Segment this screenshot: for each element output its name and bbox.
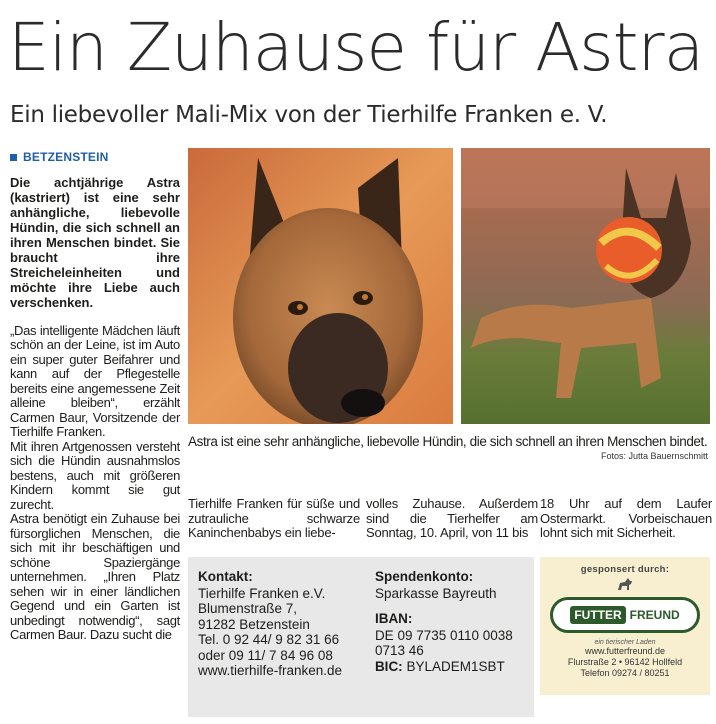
sponsor-box <box>540 557 710 695</box>
contact-label: Kontakt: <box>198 569 253 584</box>
sponsor-phone: Telefon 09274 / 80251 <box>580 668 670 678</box>
iban-value: DE 09 7735 0110 0038 0713 46 <box>374 627 513 658</box>
sponsor-tagline: ein tierischer Laden <box>594 639 656 646</box>
sponsor-logo <box>550 597 700 633</box>
square-bullet-icon <box>10 154 17 161</box>
article-column-2: Tierhilfe Franken für süße und zutrauliche schwarze Kaninchenbabys ein liebe- <box>188 496 360 540</box>
subheadline: Ein liebevoller Mali-Mix von der Tierhilfe Franken e. V. <box>10 102 608 128</box>
article-column-4: 18 Uhr auf dem Laufer Ostermarkt. Vorbeischauen lohnt sich mit Sicherheit. <box>540 496 712 540</box>
body-paragraph-3: Astra benötigt ein Zuhause bei fürsorglichen Menschen, die sich mit ihr beschäftigen und schöne Spaziergänge unternehmen. „Ihren Platz sehen wir in einer ländlichen Gegend und ein Garten ist unbedingt notwendig“, sagt Carmen Baur. Dazu sucht die <box>10 511 180 642</box>
dateline <box>10 150 180 165</box>
bic-line <box>375 659 524 675</box>
contact-block <box>198 569 365 705</box>
contact-phone: Tel. 0 92 44/ 9 82 31 66 <box>198 632 340 647</box>
dog-portrait-photo <box>188 148 453 424</box>
dog-silhouette-icon <box>615 576 635 592</box>
logo-text-right: FREUND <box>629 608 680 622</box>
photo-caption: Astra ist eine sehr anhängliche, liebevolle Hündin, die sich schnell an ihren Menschen bindet. <box>188 434 708 449</box>
lead-paragraph: Die achtjährige Astra (kastriert) ist eine sehr anhängliche, liebevolle Hündin, die sich schnell an ihren Menschen bindet. Sie braucht ihre Streicheleinheiten und möchte ihre Liebe auch verschenken. <box>10 174 180 310</box>
contact-phone: oder 09 11/ 7 84 96 08 <box>198 647 333 663</box>
sponsor-title: gesponsert durch: <box>580 564 670 575</box>
photo-credit: Fotos: Jutta Bauernschmitt <box>600 451 708 461</box>
iban-label: IBAN: <box>374 611 413 626</box>
bank-name: Sparkasse Bayreuth <box>374 585 497 601</box>
left-column <box>10 150 180 643</box>
logo-text-left: FUTTER <box>570 606 625 624</box>
contact-line: Blumenstraße 7, <box>198 601 298 616</box>
dateline-text: BETZENSTEIN <box>23 150 109 164</box>
bic-label: BIC: <box>374 658 403 674</box>
bank-label: Spendenkonto: <box>374 569 474 584</box>
contact-website: www.tierhilfe-franken.de <box>198 663 343 678</box>
dog-with-ball-photo <box>461 148 710 424</box>
headline: Ein Zuhause für Astra <box>8 9 704 86</box>
sponsor-address: Flurstraße 2 • 96142 Hollfeld <box>567 657 683 667</box>
bic-value: BYLADEM1SBT <box>406 658 505 674</box>
body-paragraph-1: „Das intelligente Mädchen läuft schön an der Leine, ist im Auto ein super guter Beifahrer und kann auf der Pflegestelle bereits eine angemessene Zeit alleine bleiben“, erzählt Carmen Baur, Vorsitzende der Tierhilfe Franken. <box>10 322 180 439</box>
bank-block <box>375 569 524 705</box>
sponsor-website: www.futterfreund.de <box>584 646 666 656</box>
body-paragraph-2: Mit ihren Artgenossen versteht sich die Hündin ausnahmslos bestens, auch mit größeren Kindern kommt sie gut zurecht. <box>10 438 180 512</box>
contact-line: 91282 Betzenstein <box>198 616 310 632</box>
info-box <box>188 557 534 717</box>
article-column-3: volles Zuhause. Außerdem sind die Tierhelfer am Sonntag, 10. April, von 11 bis <box>366 496 538 540</box>
contact-line: Tierhilfe Franken e.V. <box>198 585 326 601</box>
